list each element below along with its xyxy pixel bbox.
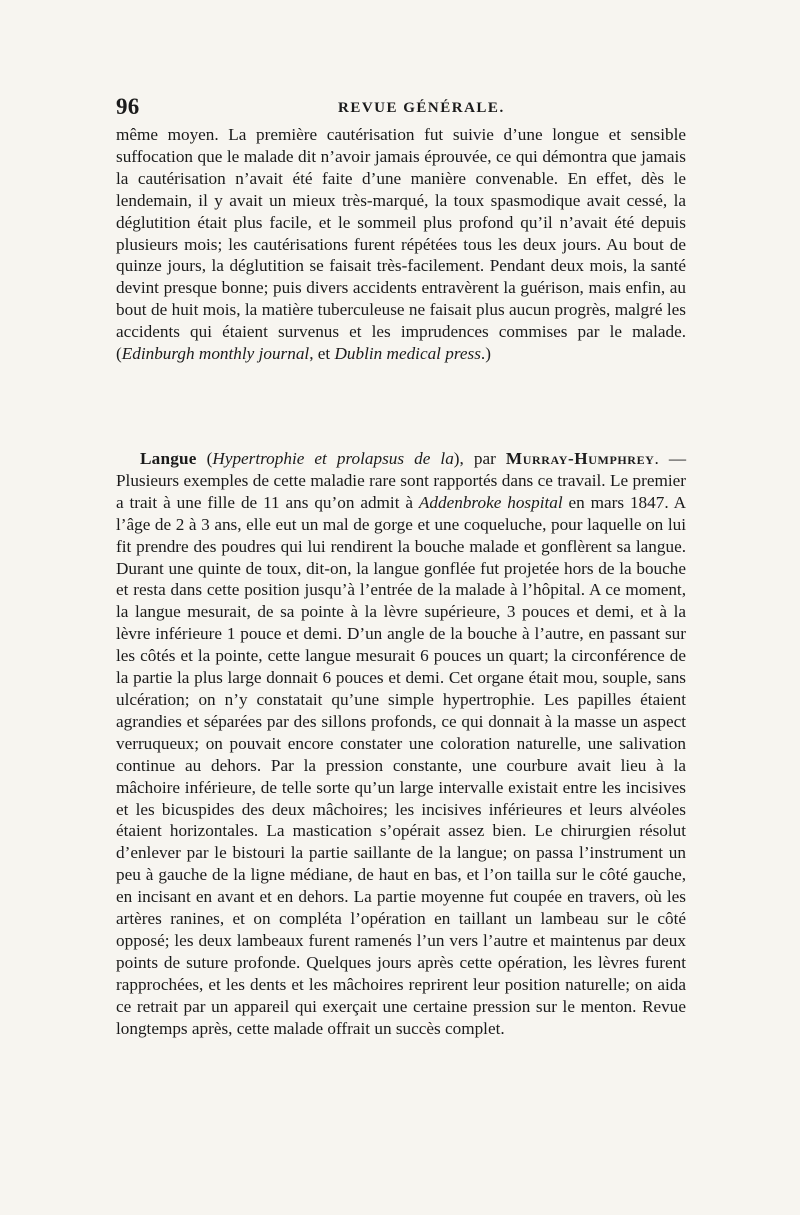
article-heading: Langue [140, 449, 197, 468]
paragraph-text: .) [480, 344, 491, 364]
running-title: REVUE GÉNÉRALE. [338, 100, 505, 116]
journal-citation: Edinburgh monthly journal [121, 344, 310, 364]
article-subtitle: Hypertrophie et prolapsus de la [212, 449, 454, 468]
page-number: 96 [116, 94, 140, 119]
paragraph-text: même moyen. La première cautérisation fut suivie d’une longue et sensible suffocation que le malade dit n’avoir jamais éprouvée, ce qui démontra que jamais la cautérisation n’avait été faite d’une manière convenable. En effet, dès le lendemain, il y avait un mieux très-marqué, la toux spasmodique avait cessé, la déglutition était plus facile, et le sommeil plus profond qu’il n’avait été depuis plusieurs mois; les cautérisations furent répétées tous les deux jours. Au bout de quinze jours, la déglutition se faisait très-facilement. Pendant deux mois, la santé devint presque bonne; puis divers accidents entravèrent la guérison, mais enfin, au bout de huit mois, la matière tuberculeuse ne faisait plus aucun progrès, malgré les accidents qui étaient survenus et les imprudences commises par le malade. ( [116, 125, 686, 364]
paragraph-text: . — Plusieurs exemples de cette maladie rare sont rapportés dans ce travail. Le premier a trait à une fille de 11 ans qu’on admit à [116, 449, 687, 512]
paragraph-text: , et [309, 344, 335, 364]
article-langue [116, 448, 686, 1039]
press-citation: Dublin medical press [334, 344, 481, 364]
author-name: Murray-Humphrey [505, 449, 655, 468]
paragraph-continuation [116, 124, 686, 365]
hospital-name: Addenbroke hospital [418, 492, 563, 512]
paragraph-text: ), par [453, 449, 506, 468]
paragraph-text: ( [196, 449, 213, 468]
page-header [116, 94, 686, 122]
paragraph-text: en mars 1847. A l’âge de 2 à 3 ans, elle eut un mal de gorge et une coqueluche, pour laquelle on lui fit prendre des poudres qui lui rendirent la bouche malade et gonflèrent sa langue. Durant une quinte de toux, dit-on, la langue gonflée fut projetée hors de la bouche et resta dans cette position jusqu’à l’entrée de la malade à l’hôpital. A ce moment, la langue mesurait, de sa pointe à la lèvre supérieure, 3 pouces et demi, et à la lèvre inférieure 1 pouce et demi. D’un angle de la bouche à l’autre, en passant sur les côtés et la pointe, cette langue mesurait 6 pouces un quart; la circonférence de la partie la plus large donnait 6 pouces et demi. Cet organe était mou, souple, sans ulcération; on n’y constatait qu’une simple hypertrophie. Les papilles étaient agrandies et séparées par des sillons profonds, ce qui donnait à la masse un aspect verruqueux; on pouvait encore constater une coloration naturelle, une salivation continue au dehors. Par la pression constante, une courbure avait lieu à la mâchoire inférieure, de telle sorte qu’un large intervalle existait entre les incisives et les bicuspides des deux mâchoires; les incisives inférieures et leurs alvéoles étaient horizontales. La mastication s’opérait assez bien. Le chirurgien résolut d’enlever par le bistouri la partie saillante de la langue; on passa l’instrument un peu à gauche de la ligne médiane, de haut en bas, et l’on tailla sur le côté gauche, en incisant en avant et en dehors. La partie moyenne fut coupée en travers, où les artères ranines, et on compléta l’opération en taillant un lambeau sur le côté opposé; les deux lambeaux furent ramenés l’un vers l’autre et maintenus par deux points de suture profonde. Quelques jours après cette opération, les lèvres furent rapprochées, et les dents et les mâchoires reprirent leur position naturelle; on aida ce retrait par un appareil qui exerçait une certaine pression sur le menton. Revue longtemps après, cette malade offrait un succès complet. [116, 492, 687, 1038]
